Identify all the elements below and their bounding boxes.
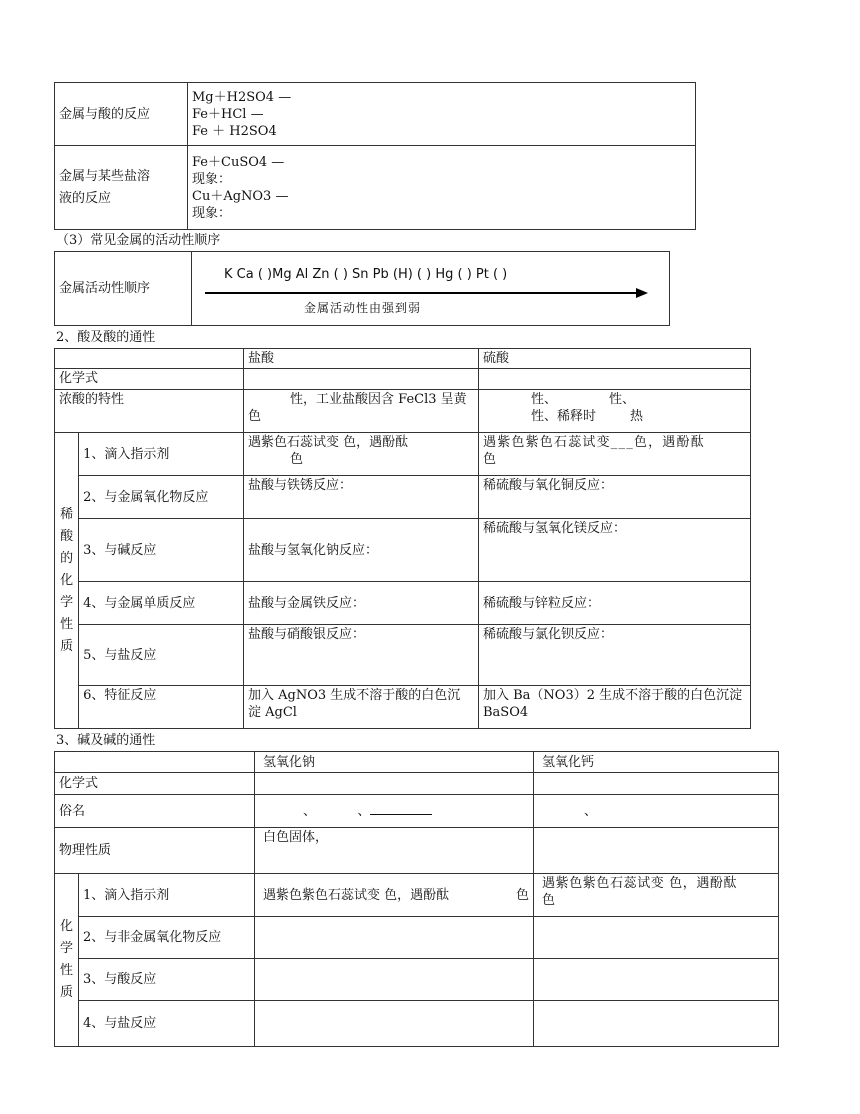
- prop-line: BaSO4: [483, 705, 529, 720]
- acid-prop-label: 3、与碱反应: [79, 519, 244, 582]
- base-row-physical: 物理性质: [55, 828, 255, 874]
- prop-line: 淀 AgCl: [248, 705, 297, 720]
- base-prop-caoh: [534, 874, 779, 917]
- base-prop-naoh: [255, 917, 534, 959]
- section-title-acid: 2、酸及酸的通性: [56, 330, 156, 345]
- acid-prop-label: 1、滴入指示剂: [79, 433, 244, 476]
- metal-reaction-table: [54, 82, 696, 230]
- group-char: 性: [59, 963, 73, 978]
- acid-corner-cell: [55, 349, 244, 369]
- prop-line: 色: [290, 452, 304, 467]
- conc-h2so4-text: 性、稀释时: [531, 409, 597, 424]
- base-col-naoh: 氢氧化钠: [255, 752, 534, 773]
- metal-salt-equations: [188, 146, 696, 230]
- acid-prop-hcl: [244, 686, 479, 729]
- arrow-right-icon: [636, 288, 648, 298]
- prop-line: 遇紫色紫色石蕊试变 色，遇酚酞: [542, 876, 738, 891]
- group-char: 性: [60, 616, 74, 632]
- acid-row-formula: 化学式: [55, 369, 244, 390]
- base-prop-caoh: [534, 1001, 779, 1047]
- conc-hcl-line: 性，工业盐酸因含 FeCl3 呈黄: [290, 392, 467, 407]
- acid-col-hcl: 盐酸: [244, 349, 479, 369]
- acid-prop-h2so4: [479, 686, 751, 729]
- acid-prop-hcl: [244, 433, 479, 476]
- acid-prop-label: 4、与金属单质反应: [79, 582, 244, 625]
- prop-line: 遇紫色紫色石蕊试变 色，遇酚酞: [263, 887, 450, 903]
- group-char: 的: [60, 550, 74, 566]
- conc-h2so4-text: 性、: [531, 392, 558, 407]
- base-prop-label: 4、与盐反应: [78, 1001, 254, 1047]
- acid-conc-hcl: [244, 390, 479, 433]
- acid-prop-h2so4: 稀硫酸与氯化钡反应：: [479, 625, 751, 686]
- base-prop-naoh: [255, 1001, 534, 1047]
- prop-line: 色: [515, 887, 529, 903]
- equation-line: Fe＋CuSO4 —: [192, 154, 285, 170]
- base-prop-caoh: [534, 959, 779, 1001]
- prop-line: 加入 Ba（NO3）2 生成不溶于酸的白色沉淀: [483, 688, 743, 703]
- base-formula-caoh: [534, 773, 779, 795]
- base-prop-label: 1、滴入指示剂: [78, 874, 254, 917]
- base-physical-naoh: 白色固体，: [255, 828, 534, 874]
- base-row-formula: 化学式: [55, 773, 255, 795]
- group-char: 化: [59, 919, 73, 934]
- base-common-naoh: [255, 795, 534, 828]
- section-title-base: 3、碱及碱的通性: [56, 733, 156, 748]
- base-prop-naoh: [255, 874, 534, 917]
- prop-line: 遇紫色紫色石蕊试变___色，遇酚酞: [483, 435, 705, 450]
- equation-line: Fe ＋ H2SO4: [192, 123, 277, 139]
- base-group-label: [55, 874, 79, 1047]
- activity-series-text: K Ca ( )Mg Al Zn ( ) Sn Pb (H) ( ) Hg ( ) Pt ( ): [224, 267, 508, 282]
- group-char: 化: [60, 572, 74, 588]
- common-name-text: 、 、: [303, 804, 371, 819]
- activity-series-cell: [192, 252, 670, 326]
- base-col-caoh: 氢氧化钙: [534, 752, 779, 773]
- conc-hcl-line: 色: [248, 409, 262, 424]
- acid-prop-hcl: 盐酸与硝酸银反应：: [244, 625, 479, 686]
- acid-prop-label: 6、特征反应: [79, 686, 244, 729]
- equation-line: Mg＋H2SO4 —: [192, 89, 292, 105]
- metal-salt-header-line: 金属与某些盐溶: [59, 168, 151, 184]
- base-corner-cell: [55, 752, 255, 773]
- base-prop-label: 2、与非金属氧化物反应: [78, 917, 254, 959]
- acid-prop-hcl: 盐酸与金属铁反应：: [244, 582, 479, 625]
- base-prop-naoh: [255, 959, 534, 1001]
- base-table: [54, 751, 779, 1047]
- equation-line: Cu＋AgNO3 —: [192, 188, 289, 204]
- acid-prop-label: 5、与盐反应: [79, 625, 244, 686]
- acid-formula-h2so4: [479, 369, 751, 390]
- prop-line: 遇紫色石蕊试变 色，遇酚酞: [248, 435, 409, 450]
- acid-row-concentrated: 浓酸的特性: [55, 390, 244, 433]
- activity-caption: 金属活动性由强到弱: [304, 301, 422, 315]
- acid-prop-hcl: 盐酸与铁锈反应：: [244, 476, 479, 519]
- base-prop-caoh: [534, 917, 779, 959]
- metal-acid-equations: [188, 83, 696, 146]
- prop-line: 加入 AgNO3 生成不溶于酸的白色沉: [248, 688, 461, 703]
- acid-group-label: [55, 433, 79, 729]
- metal-salt-header: [55, 146, 188, 230]
- conc-h2so4-text: 热: [630, 409, 644, 424]
- acid-prop-h2so4: 稀硫酸与氧化铜反应：: [479, 476, 751, 519]
- group-char: 质: [60, 638, 74, 654]
- acid-prop-h2so4: [479, 433, 751, 476]
- phenomenon-line: 现象：: [192, 171, 232, 187]
- acid-prop-label: 2、与金属氧化物反应: [79, 476, 244, 519]
- metal-acid-header: 金属与酸的反应: [55, 83, 188, 146]
- activity-series-header: 金属活动性顺序: [55, 252, 192, 326]
- acid-prop-h2so4: 稀硫酸与氢氧化镁反应：: [479, 519, 751, 582]
- acid-table: [54, 348, 751, 729]
- group-char: 学: [60, 594, 74, 610]
- phenomenon-line: 现象：: [192, 205, 232, 221]
- group-char: 稀: [60, 506, 74, 522]
- acid-prop-hcl: 盐酸与氢氧化钠反应：: [244, 519, 479, 582]
- prop-line: 色: [542, 893, 556, 908]
- activity-arrow-line: [205, 292, 637, 294]
- acid-conc-h2so4: [479, 390, 751, 433]
- prop-line: 色: [483, 452, 497, 467]
- section-title-activity: （3）常见金属的活动性顺序: [56, 233, 221, 248]
- conc-h2so4-text: 性、: [609, 392, 636, 407]
- base-row-common: 俗名: [55, 795, 255, 828]
- acid-formula-hcl: [244, 369, 479, 390]
- metal-salt-header-line: 液的反应: [59, 190, 112, 206]
- group-char: 质: [59, 985, 73, 1000]
- acid-prop-h2so4: 稀硫酸与锌粒反应：: [479, 582, 751, 625]
- base-common-caoh: 、: [534, 795, 779, 828]
- acid-col-h2so4: 硫酸: [479, 349, 751, 369]
- base-formula-naoh: [255, 773, 534, 795]
- base-physical-caoh: [534, 828, 779, 874]
- equation-line: Fe＋HCl —: [192, 106, 264, 122]
- group-char: 酸: [60, 528, 74, 544]
- group-char: 学: [59, 941, 73, 956]
- base-prop-label: 3、与酸反应: [78, 959, 254, 1001]
- blank-line: [370, 802, 432, 815]
